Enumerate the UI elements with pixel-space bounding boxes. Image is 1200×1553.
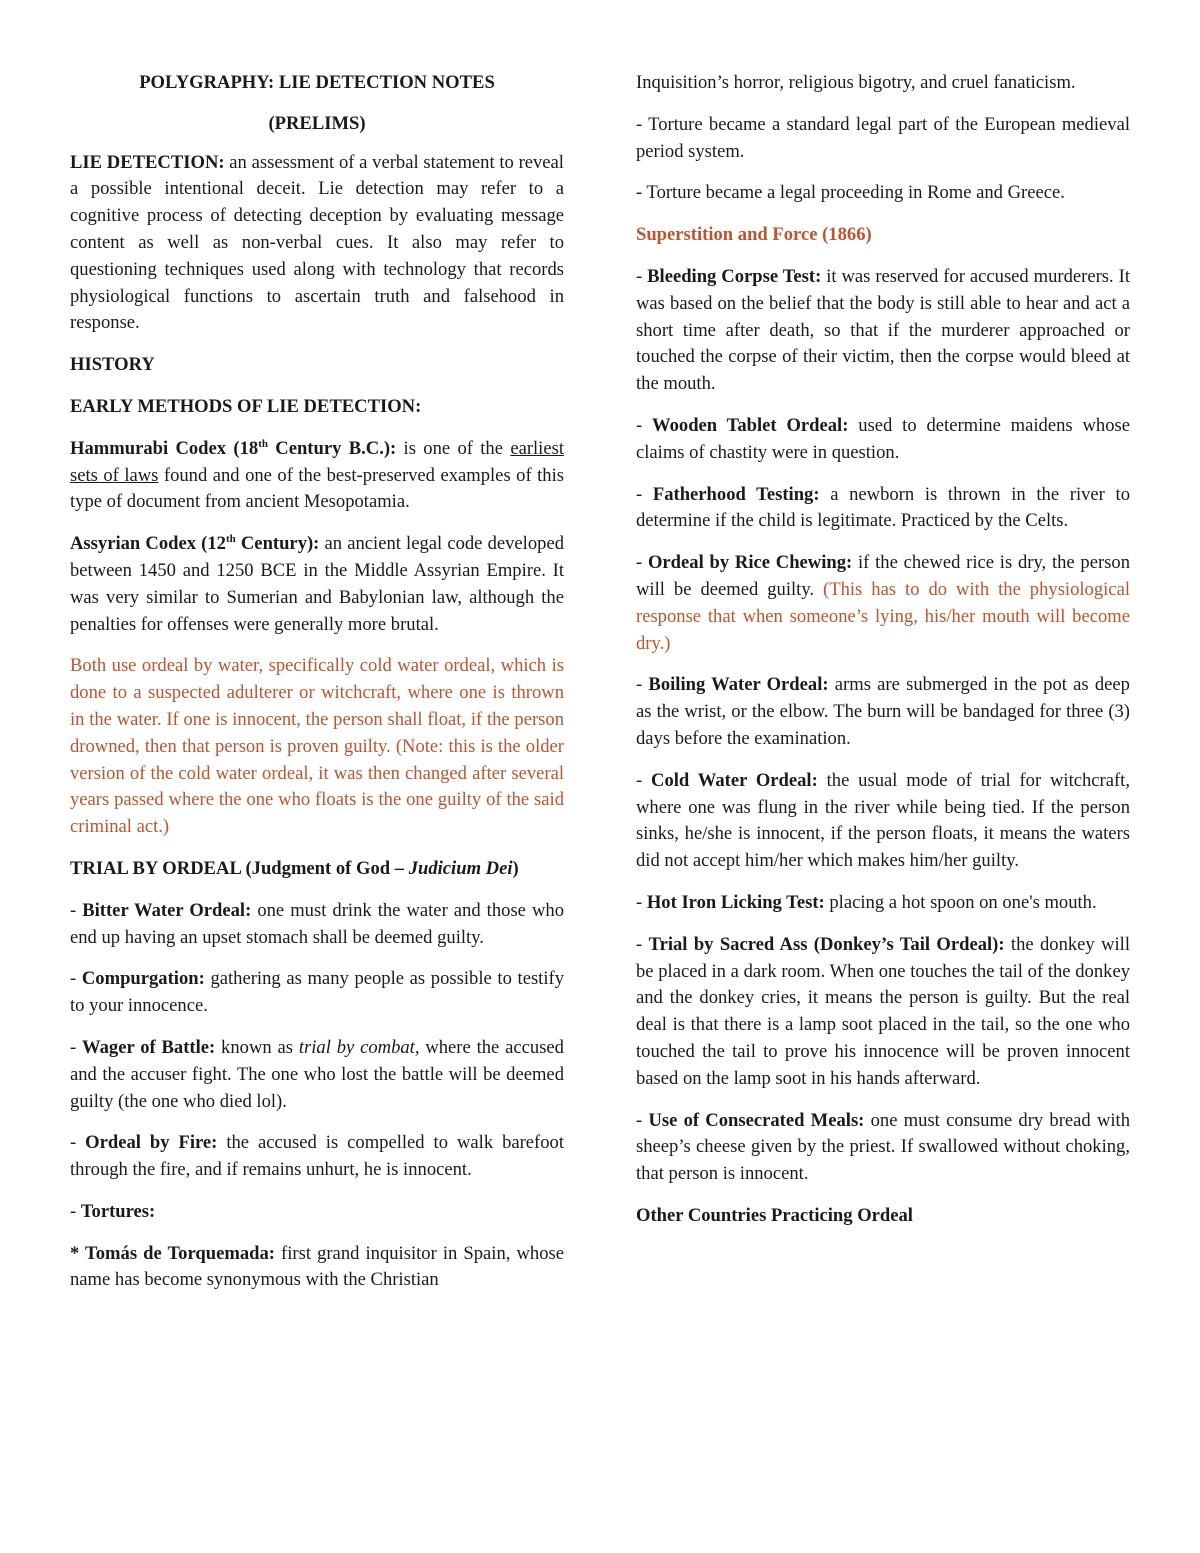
definition: an assessment of a verbal statement to reveal a possible intentional deceit. Lie detection may refer to a cognitive process of detecting deception by evaluating message content as well as non-verbal cues. It also may refer to questioning techniques used along with technology that records physiological functions to ascertain truth and falsehood in response. bbox=[70, 151, 564, 334]
boiling-water-item: - Boiling Water Ordeal: arms are submerged in the pot as deep as the wrist, or the elbow. The burn will be bandaged for three (3) days before the examination. bbox=[636, 674, 1130, 749]
bleeding-corpse-item: - Bleeding Corpse Test: it was reserved for accused murderers. It was based on the belief that the body is still able to hear and act a short time after death, so that if the murderer approached or touched the corpse of their victim, then the corpse would bleed at the mouth. bbox=[636, 265, 1130, 395]
hot-iron-item: - Hot Iron Licking Test: placing a hot spoon on one's mouth. bbox=[636, 891, 1097, 913]
early-methods-heading: EARLY METHODS OF LIE DETECTION: bbox=[70, 395, 422, 417]
rice-note: (This has to do with the physiological response that when someone’s lying, his/her mouth will become dry.) bbox=[636, 578, 1130, 654]
water-ordeal-note: Both use ordeal by water, specifically cold water ordeal, which is done to a suspected adulterer or witchcraft, where one is thrown in the water. If one is innocent, the person shall float, if the person drowned, then that person is proven guilty. (Note: this is the older version of the cold water ordeal, it was then changed after several years passed where the one who floats is the one guilty of the said criminal act.) bbox=[70, 655, 564, 838]
torture-paragraph-1: - Torture became a standard legal part of the European medieval period system. bbox=[636, 113, 1130, 162]
inquisition-paragraph: Inquisition’s horror, religious bigotry, and cruel fanaticism. bbox=[636, 72, 1076, 93]
hammurabi-paragraph: Hammurabi Codex (18th Century B.C.): is one of the earliest sets of laws found and one of the best-preserved examples of this type of document from ancient Mesopotamia. bbox=[70, 437, 564, 513]
underlined-text: earliest sets of laws bbox=[70, 437, 564, 486]
torture-paragraph-2: - Torture became a legal proceeding in Rome and Greece. bbox=[636, 182, 1065, 204]
torquemada-item: * Tomás de Torquemada: first grand inquisitor in Spain, whose name has become synonymous with the Christian bbox=[70, 1242, 564, 1291]
rice-chewing-item: - Ordeal by Rice Chewing: if the chewed rice is dry, the person will be deemed guilty. (This has to do with the physiological response that when someone’s lying, his/her mouth will become dry.) bbox=[636, 552, 1131, 654]
left-column bbox=[70, 70, 564, 1309]
document-title: POLYGRAPHY: LIE DETECTION NOTES bbox=[139, 72, 495, 93]
fire-item: - Ordeal by Fire: the accused is compelled to walk barefoot through the fire, and if remains unhurt, he is innocent. bbox=[70, 1132, 565, 1181]
cold-water-item: - Cold Water Ordeal: the usual mode of trial for witchcraft, where one was flung in the river while being tied. If the person sinks, he/she is innocent, if the person floats, it means the waters did not accept him/her which makes him/her guilty. bbox=[636, 769, 1130, 872]
consecrated-meals-item: - Use of Consecrated Meals: one must consume dry bread with sheep’s cheese given by the priest. If swallowed without choking, that person is innocent. bbox=[636, 1109, 1130, 1185]
tortures-item: - Tortures: bbox=[70, 1200, 156, 1222]
sacred-ass-item: - Trial by Sacred Ass (Donkey’s Tail Ordeal): the donkey will be placed in a dark room. When one touches the tail of the donkey and the donkey cries, it means the person is guilty. But the real deal is that there is a lamp soot placed in the tail, so the one who touched the tail to prove his innocence will be proven innocent based on the lamp soot in his hands afterward. bbox=[636, 933, 1130, 1089]
fatherhood-item: - Fatherhood Testing: a newborn is thrown in the river to determine if the child is legitimate. Practiced by the Celts. bbox=[636, 483, 1130, 532]
term: Assyrian Codex (12th Century): bbox=[70, 532, 320, 555]
bitter-water-item: - Bitter Water Ordeal: one must drink the water and those who end up having an upset stomach shall be deemed guilty. bbox=[70, 899, 564, 948]
other-countries-heading: Other Countries Practicing Ordeal bbox=[636, 1204, 913, 1226]
trial-heading: TRIAL BY ORDEAL (Judgment of God – Judicium Dei) bbox=[70, 857, 519, 879]
history-heading: HISTORY bbox=[70, 354, 155, 376]
right-column bbox=[636, 70, 1130, 1245]
term: LIE DETECTION: bbox=[70, 151, 225, 173]
superstition-heading: Superstition and Force (1866) bbox=[636, 224, 872, 246]
wager-item: - Wager of Battle: known as trial by combat, where the accused and the accuser fight. The one who lost the battle will be deemed guilty (the one who died lol). bbox=[70, 1036, 564, 1112]
assyrian-paragraph: Assyrian Codex (12th Century): an ancient legal code developed between 1450 and 1250 BCE in the Middle Assyrian Empire. It was very similar to Sumerian and Babylonian law, although the penalties for offenses were generally more brutal. bbox=[70, 532, 564, 635]
lie-detection-paragraph bbox=[70, 150, 564, 338]
compurgation-item: - Compurgation: gathering as many people as possible to testify to your innocence. bbox=[70, 968, 565, 1017]
wooden-tablet-item: - Wooden Tablet Ordeal: used to determine maidens whose claims of chastity were in question. bbox=[636, 414, 1130, 463]
term: Hammurabi Codex (18th Century B.C.): bbox=[70, 437, 397, 459]
document-subtitle: (PRELIMS) bbox=[268, 112, 366, 134]
